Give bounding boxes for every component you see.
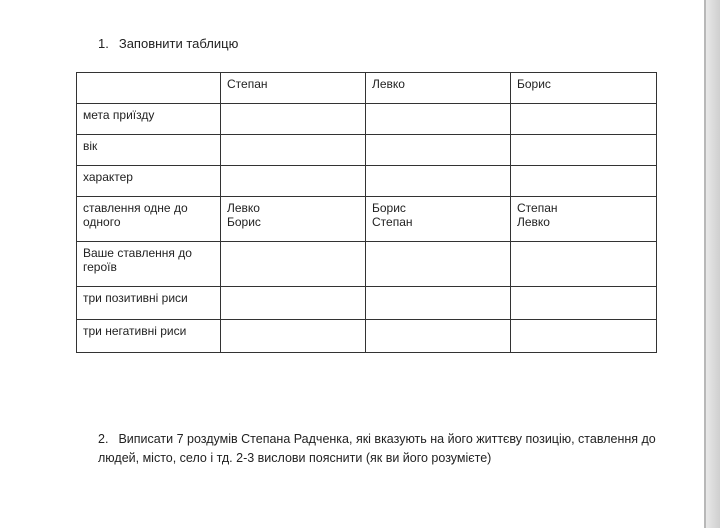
table-cell xyxy=(221,242,366,287)
row-label: три позитивні риси xyxy=(77,287,221,320)
table-cell xyxy=(366,287,511,320)
table-row xyxy=(77,242,657,287)
table-cell xyxy=(511,287,657,320)
table-cell xyxy=(366,104,511,135)
table-cell: Степан Левко xyxy=(511,197,657,242)
table-cell xyxy=(366,320,511,353)
table-cell xyxy=(511,242,657,287)
page-edge xyxy=(706,0,720,528)
row-label: Ваше ставлення до героїв xyxy=(77,242,221,287)
table-cell xyxy=(366,242,511,287)
table-cell xyxy=(221,320,366,353)
row-label: три негативні риси xyxy=(77,320,221,353)
header-cell-stepan: Степан xyxy=(221,73,366,104)
header-cell-borys: Борис xyxy=(511,73,657,104)
table-row xyxy=(77,320,657,353)
table-cell xyxy=(221,166,366,197)
task-1-number: 1. xyxy=(98,36,109,51)
task-2-number: 2. xyxy=(98,432,109,446)
row-label: характер xyxy=(77,166,221,197)
header-cell-empty xyxy=(77,73,221,104)
table-cell xyxy=(511,320,657,353)
table-row xyxy=(77,197,657,242)
table-cell: Борис Степан xyxy=(366,197,511,242)
table-cell xyxy=(221,104,366,135)
table-cell xyxy=(511,104,657,135)
table-cell xyxy=(221,287,366,320)
row-label: вік xyxy=(77,135,221,166)
table-row xyxy=(77,287,657,320)
table-cell: Левко Борис xyxy=(221,197,366,242)
table-cell xyxy=(221,135,366,166)
table-row xyxy=(77,166,657,197)
table-row xyxy=(77,104,657,135)
table-cell xyxy=(511,135,657,166)
table-header-row xyxy=(77,73,657,104)
table-cell xyxy=(366,166,511,197)
table-cell xyxy=(366,135,511,166)
header-cell-levko: Левко xyxy=(366,73,511,104)
characters-table xyxy=(76,72,657,353)
task-1-text: Заповнити таблицю xyxy=(118,36,239,51)
task-1-heading xyxy=(98,36,238,51)
task-2-paragraph xyxy=(98,430,658,468)
table-row xyxy=(77,135,657,166)
row-label: ставлення одне до одного xyxy=(77,197,221,242)
task-2-text: Виписати 7 роздумів Степана Радченка, які вказують на його життєву позицію, ставлення до людей, місто, село і тд. 2-3 вислови пояснити (як ви його розумієте) xyxy=(98,432,656,465)
table-cell xyxy=(511,166,657,197)
row-label: мета приїзду xyxy=(77,104,221,135)
